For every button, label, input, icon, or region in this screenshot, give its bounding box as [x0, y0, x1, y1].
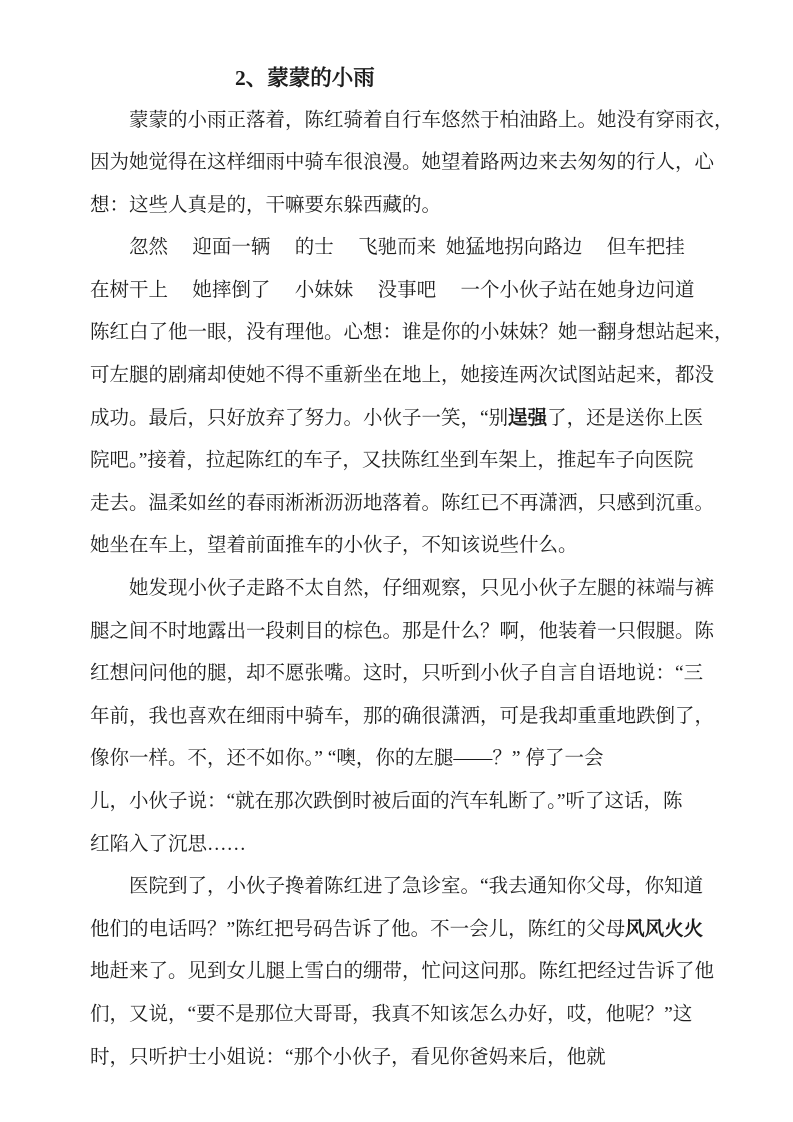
text-segment: 陈红白了他一眼，没有理他。心想：谁是你的小妹妹？她一翻身想站起来， — [90, 322, 734, 344]
document-body — [90, 100, 734, 1080]
page-title: 2、蒙蒙的小雨 — [235, 66, 375, 90]
text-line — [90, 312, 734, 355]
text-line — [90, 440, 725, 483]
text-segment: 成功。最后，只好放弃了努力。小伙子一笑，“别 — [90, 407, 509, 429]
text-segment: 她发现小伙子走路不太自然，仔细观察，只见小伙子左腿的袜端与裤 — [129, 578, 715, 600]
text-line — [90, 781, 725, 824]
text-segment: 腿之间不时地露出一段刺目的棕色。那是什么？啊，他装着一只假腿。陈 — [90, 620, 715, 642]
text-line — [90, 738, 725, 781]
text-line — [90, 398, 725, 441]
text-segment: 时，只听护士小姐说：“那个小伙子，看见你爸妈来后，他就 — [90, 1046, 606, 1068]
text-line — [90, 270, 725, 313]
text-line — [90, 611, 725, 654]
text-segment: 了，还是送你上医 — [547, 407, 704, 429]
text-segment: 红想问问他的腿，却不愿张嘴。这时，只听到小伙子自言自语地说：“三 — [90, 663, 704, 685]
text-line — [90, 1037, 725, 1080]
bold-text-segment: 风风火火 — [625, 918, 704, 940]
bold-text-segment: 逞强 — [508, 407, 548, 429]
text-segment: 在树干上 她摔倒了 小妹妹 没事吧 一个小伙子站在她身边问道 — [90, 279, 695, 301]
text-line — [90, 653, 725, 696]
text-line — [90, 824, 725, 867]
text-segment: 们，又说，“要不是那位大哥哥，我真不知该怎么办好，哎，他呢？”这 — [90, 1003, 693, 1025]
text-segment: 因为她觉得在这样细雨中骑车很浪漫。她望着路两边来去匆匆的行人，心 — [90, 152, 715, 174]
text-segment: 红陷入了沉思…… — [90, 833, 247, 855]
text-line — [90, 866, 725, 909]
text-line — [90, 951, 725, 994]
text-segment: 蒙蒙的小雨正落着，陈红骑着自行车悠然于柏油路上。她没有穿雨衣， — [129, 109, 734, 131]
text-segment: 想：这些人真是的，干嘛要东躲西藏的。 — [90, 194, 442, 216]
text-line — [90, 100, 734, 143]
text-segment: 院吧。”接着，拉起陈红的车子，又扶陈红坐到车架上，推起车子向医院 — [90, 450, 694, 472]
text-line — [90, 185, 725, 228]
text-segment: 儿，小伙子说：“就在那次跌倒时被后面的汽车轧断了。”听了这话，陈 — [90, 791, 683, 812]
text-segment: 走去。温柔如丝的春雨淅淅沥沥地落着。陈红已不再潇洒，只感到沉重。 — [90, 492, 715, 514]
text-line — [90, 227, 725, 270]
text-segment: 医院到了，小伙子搀着陈红进了急诊室。“我去通知你父母，你知道 — [129, 876, 704, 898]
text-segment: 她坐在车上，望着前面推车的小伙子，不知该说些什么。 — [90, 535, 578, 557]
text-line — [90, 909, 725, 952]
text-line — [90, 483, 725, 526]
text-line — [90, 355, 725, 398]
text-segment: 像你一样。不，还不如你。” “噢，你的左腿——？” 停了一会 — [90, 748, 604, 770]
text-line — [90, 696, 725, 739]
text-line — [90, 994, 725, 1037]
text-line — [90, 568, 725, 611]
text-segment: 他们的电话吗？”陈红把号码告诉了他。不一会儿，陈红的父母 — [90, 918, 626, 940]
text-segment: 忽然 迎面一辆 的士 飞驰而来 她猛地拐向路边 但车把挂 — [129, 237, 685, 259]
text-segment: 可左腿的剧痛却使她不得不重新坐在地上，她接连两次试图站起来，都没 — [90, 365, 715, 387]
text-segment: 年前，我也喜欢在细雨中骑车，那的确很潇洒，可是我却重重地跌倒了， — [90, 705, 715, 727]
text-line — [90, 142, 725, 185]
text-line — [90, 525, 725, 568]
text-segment: 地赶来了。见到女儿腿上雪白的绷带，忙问这问那。陈红把经过告诉了他 — [90, 961, 715, 983]
